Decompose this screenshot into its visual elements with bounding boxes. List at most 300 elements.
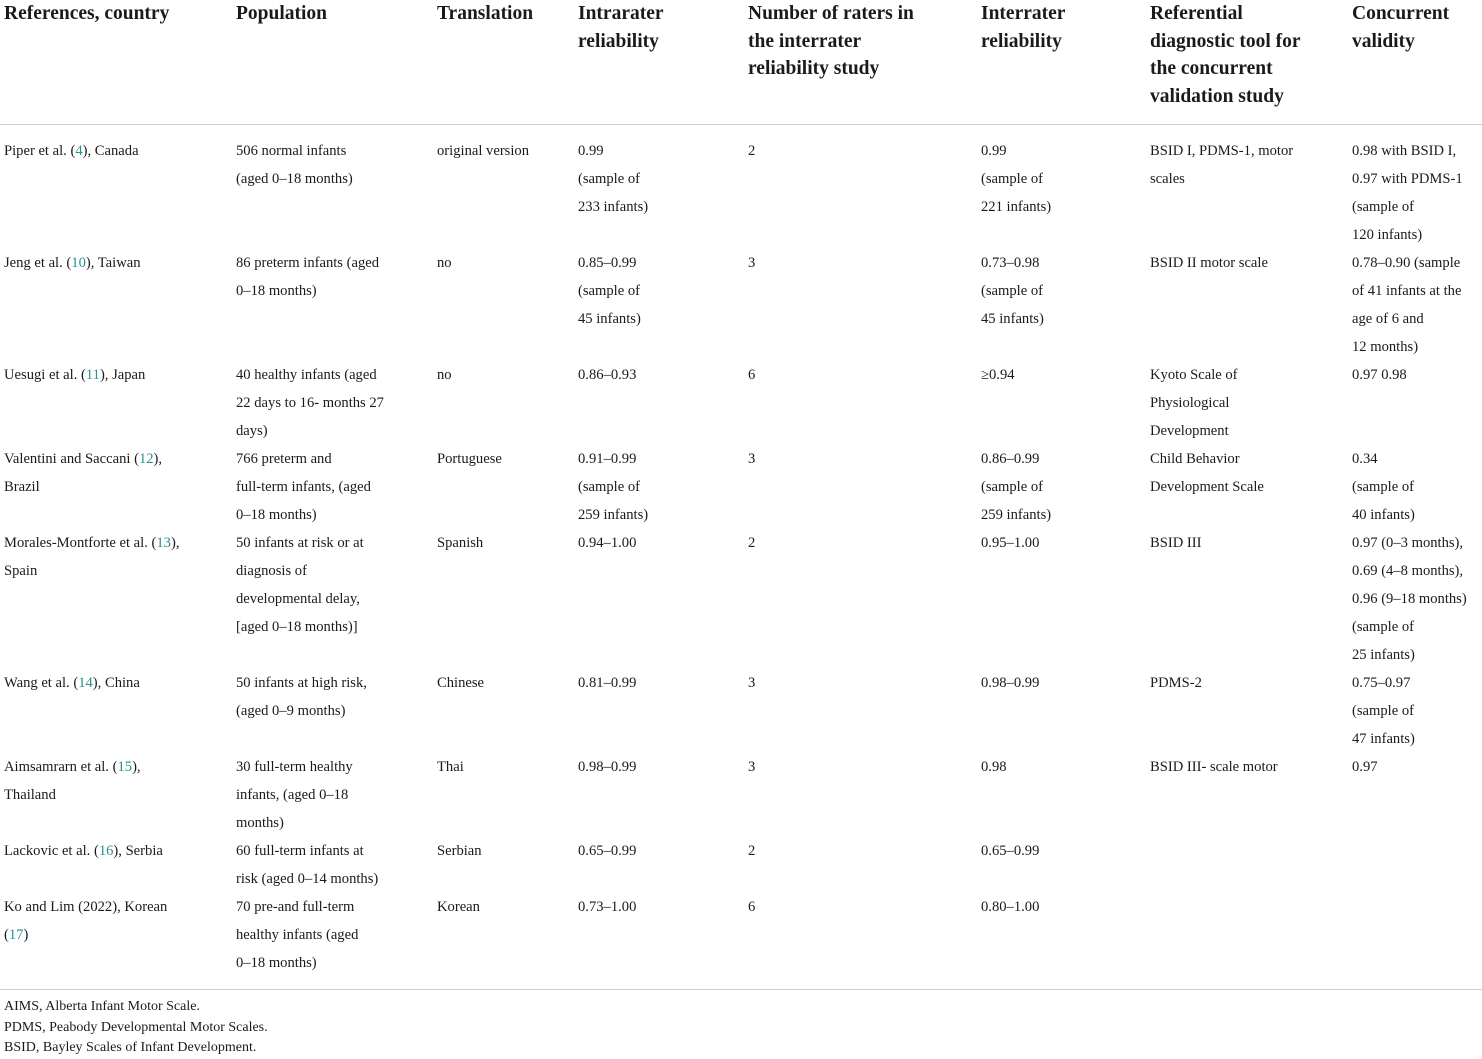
cell-text: 0.34 (1352, 451, 1378, 467)
cell-line (437, 249, 574, 277)
table-cell (1348, 249, 1482, 361)
cell-text: ), (132, 759, 141, 775)
cell-text: 45 infants) (578, 311, 641, 327)
cell-text: 0.97 (0–3 months), (1352, 535, 1464, 551)
table-cell (232, 529, 433, 669)
table-cell (433, 837, 574, 893)
cell-text: Spain (4, 563, 38, 579)
cell-text: (sample of (981, 171, 1044, 187)
cell-line (236, 165, 433, 193)
table-cell (1146, 125, 1348, 250)
table-cell (433, 125, 574, 250)
cell-line (1352, 585, 1482, 613)
cell-text: 2 (748, 535, 756, 551)
cell-text: (aged 0–9 months) (236, 703, 346, 719)
cell-text: Aimsamrarn et al. ( (4, 759, 118, 775)
cell-line (236, 557, 433, 585)
table-cell (232, 893, 433, 990)
cell-line (1150, 361, 1348, 389)
reference-link[interactable]: 16 (98, 843, 114, 859)
cell-line (236, 753, 433, 781)
table-cell (232, 445, 433, 529)
table-cell (433, 445, 574, 529)
table-cell (744, 837, 977, 893)
cell-line (437, 753, 574, 781)
table-cell (977, 361, 1146, 445)
reference-link[interactable]: 13 (156, 535, 171, 551)
cell-text: 40 healthy infants (aged (236, 367, 377, 383)
cell-line (1352, 557, 1482, 585)
cell-line (1352, 501, 1482, 529)
cell-line (236, 585, 433, 613)
cell-text: (sample of (1352, 619, 1415, 635)
cell-text: 70 pre-and full-term (236, 899, 355, 915)
column-header (574, 0, 744, 125)
cell-line (578, 361, 744, 389)
cell-line (578, 669, 744, 697)
cell-text: 3 (748, 675, 756, 691)
cell-line (981, 669, 1146, 697)
column-header-line: reliability (578, 30, 659, 52)
cell-line (981, 473, 1146, 501)
cell-text: months) (236, 815, 284, 831)
table-cell (744, 125, 977, 250)
table-cell (1348, 893, 1482, 990)
table-cell (574, 753, 744, 837)
cell-line (1352, 165, 1482, 193)
cell-text: 0.94–1.00 (578, 535, 637, 551)
cell-line (1150, 529, 1348, 557)
cell-line (981, 445, 1146, 473)
footnote: AIMS, Alberta Infant Motor Scale. (4, 999, 200, 1014)
cell-text: ), Taiwan (85, 255, 141, 271)
table-cell (1146, 669, 1348, 753)
cell-text: full-term infants, (aged (236, 479, 371, 495)
cell-line (1352, 445, 1482, 473)
reference-link[interactable]: 11 (85, 367, 100, 383)
cell-line (748, 529, 977, 557)
reference-link[interactable]: 4 (75, 143, 83, 159)
cell-line (578, 893, 744, 921)
table-cell (744, 753, 977, 837)
table-cell (744, 445, 977, 529)
cell-text: 2 (748, 143, 756, 159)
cell-text: Valentini and Saccani ( (4, 451, 139, 467)
cell-text: ( (4, 927, 9, 943)
table-row (0, 445, 1482, 529)
cell-line (236, 389, 433, 417)
footnote: PDMS, Peabody Developmental Motor Scales. (4, 1019, 268, 1035)
table-row (0, 753, 1482, 837)
table-cell (574, 361, 744, 445)
column-header-line: References, country (4, 3, 170, 24)
cell-line (437, 445, 574, 473)
cell-line (1352, 613, 1482, 641)
cell-text: original version (437, 143, 530, 159)
reference-link[interactable]: 10 (71, 255, 86, 271)
table-cell (1146, 249, 1348, 361)
cell-text: 120 infants) (1352, 227, 1423, 243)
column-header-line: Population (236, 3, 328, 24)
table-cell (744, 669, 977, 753)
table-cell (232, 753, 433, 837)
cell-text: scales (1150, 171, 1185, 187)
cell-text: 40 infants) (1352, 507, 1415, 523)
cell-line (1352, 669, 1482, 697)
cell-line (4, 781, 232, 809)
cell-text: 0.95–1.00 (981, 535, 1040, 551)
table-cell (232, 669, 433, 753)
cell-text: BSID I, PDMS-1, motor (1150, 143, 1294, 159)
table-cell (0, 753, 232, 837)
cell-text: 0.65–0.99 (578, 843, 637, 859)
table-cell (1348, 837, 1482, 893)
table-cell (0, 445, 232, 529)
cell-text: (sample of (578, 171, 641, 187)
cell-text: Wang et al. ( (4, 675, 79, 691)
cell-text: 47 infants) (1352, 731, 1415, 747)
table-cell (977, 125, 1146, 250)
cell-line (578, 249, 744, 277)
cell-line (981, 193, 1146, 221)
cell-text: (sample of (981, 479, 1044, 495)
cell-text: no (437, 367, 452, 383)
cell-text: ), Canada (82, 143, 139, 159)
cell-line (981, 501, 1146, 529)
cell-text: 0.81–0.99 (578, 675, 637, 691)
cell-line (437, 529, 574, 557)
table-cell (1348, 753, 1482, 837)
cell-line (1150, 445, 1348, 473)
cell-line (578, 501, 744, 529)
cell-text: Thailand (4, 787, 56, 803)
cell-text: 60 full-term infants at (236, 843, 364, 859)
cell-text: 50 infants at risk or at (236, 535, 364, 551)
table-row (0, 125, 1482, 250)
cell-text: 25 infants) (1352, 647, 1415, 663)
table-cell (1348, 445, 1482, 529)
cell-text: Kyoto Scale of (1150, 367, 1238, 383)
table-cell (0, 361, 232, 445)
column-header (977, 0, 1146, 125)
table-cell (977, 529, 1146, 669)
cell-line (981, 753, 1146, 781)
cell-line (236, 361, 433, 389)
cell-text: ≥0.94 (981, 367, 1015, 383)
table-cell (574, 669, 744, 753)
column-header (232, 0, 433, 125)
table-row (0, 837, 1482, 893)
footnote: BSID, Bayley Scales of Infant Development. (4, 1040, 257, 1055)
cell-line (236, 949, 433, 977)
table-cell (744, 893, 977, 990)
table-cell (0, 893, 232, 990)
cell-text: 0.98 with BSID I, (1352, 143, 1457, 159)
cell-line (1352, 641, 1482, 669)
cell-text: Korean (437, 899, 480, 915)
table-cell (977, 249, 1146, 361)
table-row (0, 893, 1482, 990)
cell-line (236, 249, 433, 277)
reference-link[interactable]: 12 (138, 451, 154, 467)
table-cell (574, 125, 744, 250)
cell-text: Child Behavior (1150, 451, 1240, 467)
cell-line (578, 277, 744, 305)
cell-line (1150, 137, 1348, 165)
cell-line (981, 277, 1146, 305)
column-header (1348, 0, 1482, 125)
cell-text: no (437, 255, 452, 271)
cell-text: ), (153, 451, 163, 467)
cell-line (4, 669, 232, 697)
table-footnotes (4, 997, 268, 1059)
table-cell (977, 445, 1146, 529)
cell-text: 0.73–1.00 (578, 899, 637, 915)
cell-text: 3 (748, 451, 756, 467)
cell-line (1352, 473, 1482, 501)
cell-text: 0–18 months) (236, 955, 317, 971)
cell-text: 259 infants) (578, 507, 649, 523)
cell-line (981, 893, 1146, 921)
cell-line (578, 137, 744, 165)
cell-line (748, 669, 977, 697)
cell-text: ), Serbia (113, 843, 163, 859)
cell-line (981, 529, 1146, 557)
cell-line (578, 837, 744, 865)
column-header (0, 0, 232, 125)
cell-line (236, 893, 433, 921)
table-cell (574, 529, 744, 669)
table-cell (1348, 669, 1482, 753)
column-header-line: Interrater (981, 3, 1066, 24)
column-header-line: the interrater (748, 30, 862, 52)
column-header-line: the concurrent (1150, 58, 1273, 79)
cell-text: 0.86–0.93 (578, 367, 637, 383)
table-cell (744, 361, 977, 445)
cell-line (437, 669, 574, 697)
table-cell (232, 361, 433, 445)
table-cell (574, 893, 744, 990)
cell-line (4, 137, 232, 165)
cell-line (1150, 753, 1348, 781)
table-cell (0, 669, 232, 753)
cell-line (4, 249, 232, 277)
cell-text: 0–18 months) (236, 507, 317, 523)
cell-line (748, 753, 977, 781)
cell-text: 0.69 (4–8 months), (1352, 563, 1464, 579)
cell-text: 221 infants) (981, 199, 1052, 215)
cell-text: 0.80–1.00 (981, 899, 1040, 915)
table-cell (574, 837, 744, 893)
column-header-line: Number of raters in (748, 3, 914, 24)
cell-line (1352, 277, 1482, 305)
cell-text: age of 6 and (1352, 311, 1424, 327)
cell-text: Development Scale (1150, 479, 1264, 495)
column-header-line: validity (1352, 30, 1415, 52)
cell-line (1150, 389, 1348, 417)
cell-line (236, 613, 433, 641)
table-cell (0, 249, 232, 361)
cell-line (236, 529, 433, 557)
cell-text: 0.99 (981, 143, 1007, 159)
table-cell (744, 529, 977, 669)
cell-line (437, 837, 574, 865)
cell-line (1352, 361, 1482, 389)
cell-line (236, 865, 433, 893)
table-cell (574, 445, 744, 529)
cell-text: 0.75–0.97 (1352, 675, 1411, 691)
cell-line (236, 445, 433, 473)
header-row (0, 0, 1482, 125)
cell-text: Piper et al. ( (4, 143, 76, 159)
cell-line (981, 249, 1146, 277)
cell-line (1352, 725, 1482, 753)
cell-line (1352, 221, 1482, 249)
table-row (0, 361, 1482, 445)
cell-text: BSID II motor scale (1150, 255, 1268, 271)
cell-line (4, 753, 232, 781)
table-row (0, 529, 1482, 669)
cell-line (236, 837, 433, 865)
cell-line (748, 249, 977, 277)
cell-line (748, 361, 977, 389)
cell-line (4, 837, 232, 865)
cell-line (1352, 137, 1482, 165)
table-cell (433, 361, 574, 445)
cell-line (4, 473, 232, 501)
column-header-line: Concurrent (1352, 3, 1450, 24)
cell-text: BSID III- scale motor (1150, 759, 1278, 775)
cell-line (4, 529, 232, 557)
cell-text: 22 days to 16- months 27 (236, 395, 384, 411)
table-cell (433, 249, 574, 361)
cell-text: Portuguese (437, 451, 502, 467)
cell-text: 30 full-term healthy (236, 759, 353, 775)
cell-text: (sample of (1352, 199, 1415, 215)
cell-line (1352, 529, 1482, 557)
table-cell (433, 669, 574, 753)
table-cell (977, 669, 1146, 753)
cell-text: healthy infants (aged (236, 927, 359, 943)
table-cell (744, 249, 977, 361)
cell-text: 0.73–0.98 (981, 255, 1040, 271)
cell-line (236, 277, 433, 305)
table-cell (1348, 125, 1482, 250)
table-cell (433, 753, 574, 837)
cell-line (1352, 753, 1482, 781)
cell-line (1352, 305, 1482, 333)
table-cell (232, 249, 433, 361)
cell-line (1150, 165, 1348, 193)
reference-link[interactable]: 17 (8, 927, 24, 943)
cell-line (4, 445, 232, 473)
cell-text: 45 infants) (981, 311, 1044, 327)
column-header-line: Intrarater (578, 3, 664, 24)
reference-link[interactable]: 15 (117, 759, 133, 775)
column-header (433, 0, 574, 125)
table-cell (1146, 529, 1348, 669)
cell-line (236, 921, 433, 949)
column-header-line: validation study (1150, 85, 1284, 107)
cell-line (1150, 249, 1348, 277)
table-cell (574, 249, 744, 361)
cell-text: Ko and Lim (2022), Korean (4, 899, 168, 915)
cell-line (1150, 669, 1348, 697)
table-cell (232, 837, 433, 893)
cell-text: risk (aged 0–14 months) (236, 871, 379, 887)
table-cell (1146, 837, 1348, 893)
cell-text: (sample of (578, 479, 641, 495)
cell-text: Development (1150, 423, 1229, 439)
cell-line (578, 165, 744, 193)
table-cell (0, 529, 232, 669)
cell-line (578, 473, 744, 501)
column-header-line: diagnostic tool for (1150, 30, 1301, 52)
reference-link[interactable]: 14 (78, 675, 93, 691)
cell-line (4, 557, 232, 585)
cell-text: ) (23, 927, 29, 943)
table-cell (977, 837, 1146, 893)
cell-text: 0.86–0.99 (981, 451, 1040, 467)
cell-text: Physiological (1150, 395, 1230, 411)
cell-text: 86 preterm infants (aged (236, 255, 380, 271)
cell-text: ), (170, 535, 180, 551)
cell-text: BSID III (1150, 535, 1202, 551)
cell-line (236, 137, 433, 165)
cell-text: 766 preterm and (236, 451, 332, 467)
cell-text: days) (236, 423, 268, 439)
cell-line (748, 893, 977, 921)
cell-text: 0.65–0.99 (981, 843, 1040, 859)
cell-text: 0.97 0.98 (1352, 367, 1407, 383)
cell-text: 3 (748, 759, 756, 775)
column-header-line: reliability study (748, 58, 880, 79)
cell-line (437, 361, 574, 389)
cell-text: Jeng et al. ( (4, 255, 72, 271)
cell-text: Lackovic et al. ( (4, 843, 99, 859)
cell-text: 6 (748, 367, 756, 383)
cell-line (981, 305, 1146, 333)
cell-line (236, 473, 433, 501)
cell-text: 233 infants) (578, 199, 649, 215)
cell-line (981, 165, 1146, 193)
cell-line (4, 893, 232, 921)
cell-line (236, 781, 433, 809)
cell-text: (sample of (578, 283, 641, 299)
cell-text: of 41 infants at the (1352, 283, 1462, 299)
cell-text: 0.98–0.99 (981, 675, 1040, 691)
table-cell (1146, 445, 1348, 529)
table-cell (232, 125, 433, 250)
cell-line (748, 137, 977, 165)
table-cell (0, 837, 232, 893)
table-cell (1146, 893, 1348, 990)
cell-line (748, 445, 977, 473)
cell-line (1352, 193, 1482, 221)
cell-line (1150, 417, 1348, 445)
table-cell (433, 893, 574, 990)
cell-text: (sample of (1352, 703, 1415, 719)
cell-text: diagnosis of (236, 563, 307, 579)
table-cell (977, 893, 1146, 990)
cell-text: ), China (92, 675, 140, 691)
column-header (744, 0, 977, 125)
cell-line (578, 445, 744, 473)
cell-line (981, 837, 1146, 865)
column-header-line: reliability (981, 30, 1062, 52)
cell-text: 6 (748, 899, 756, 915)
table-cell (433, 529, 574, 669)
